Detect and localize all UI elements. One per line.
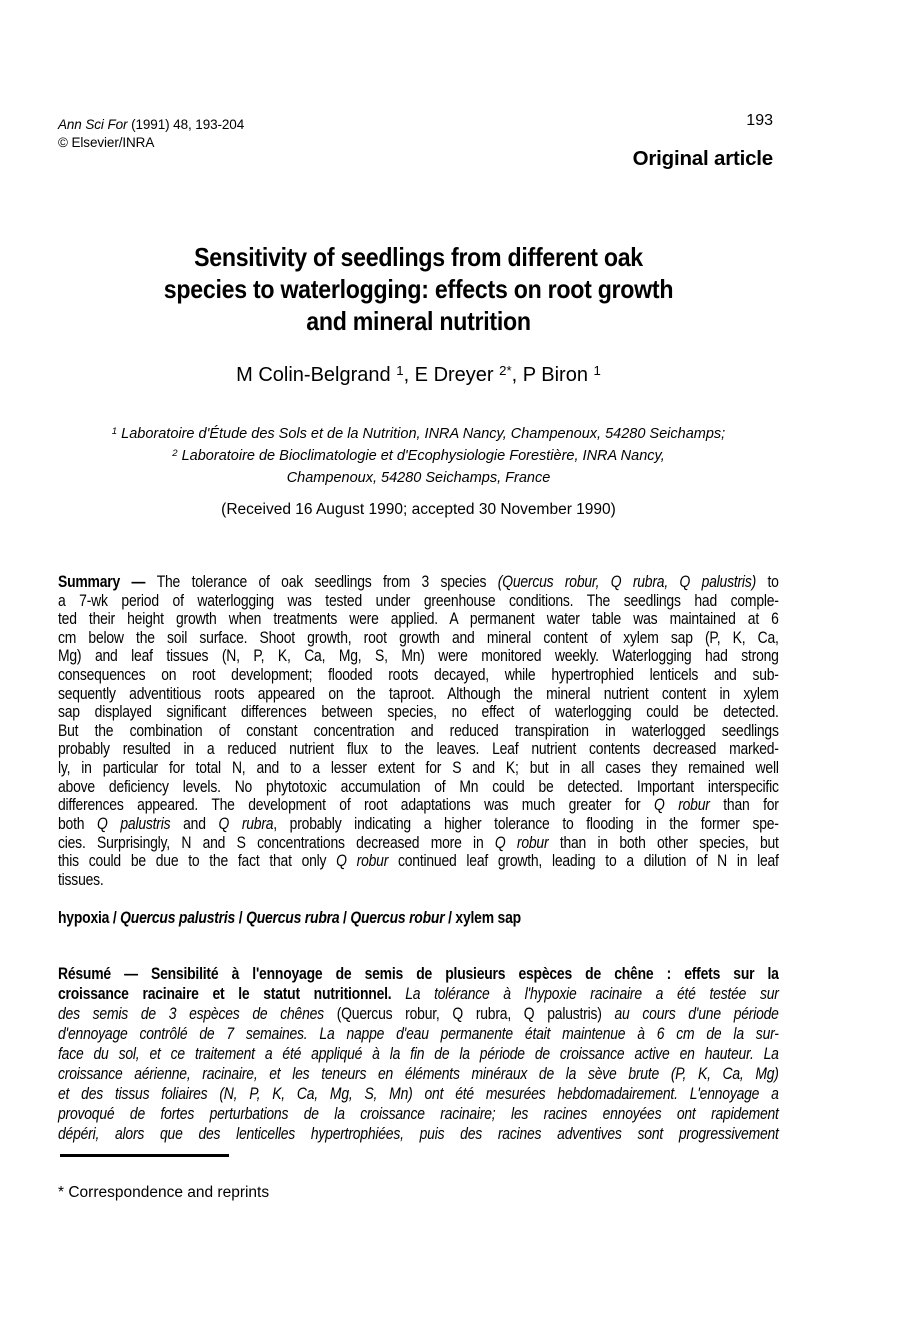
text-segment: to — [756, 572, 779, 591]
text-line — [58, 1024, 779, 1044]
text-segment: Quercus palustris — [120, 908, 236, 927]
text-segment: sequently adventitious roots appeared on the taproot. Although the mineral nutrient content in xylem — [58, 683, 779, 703]
authors-line — [58, 362, 779, 390]
text-line — [98, 273, 740, 305]
text-segment: above deficiency levels. No phytotoxic accumulation of Mn could be detected. Important interspecific — [58, 776, 779, 796]
text-segment: 1 — [111, 425, 118, 437]
text-line — [58, 592, 779, 611]
text-segment: (Quercus robur, Q rubra, Q palustris) — [336, 1004, 615, 1023]
page-number: 193 — [746, 112, 773, 129]
text-segment: and mineral nutrition — [306, 306, 531, 336]
text-line — [58, 1004, 779, 1024]
text-segment: Quercus robur — [350, 908, 445, 927]
text-segment: differences appeared. The development of root adaptations was much greater for — [58, 795, 655, 815]
text-line — [58, 984, 779, 1004]
received-accepted-line: (Received 16 August 1990; accepted 30 November 1990) — [221, 501, 616, 518]
text-line — [58, 740, 779, 759]
text-segment: , P Biron — [511, 364, 594, 386]
text-segment: au cours d'une période — [614, 1004, 779, 1023]
text-segment: M Colin-Belgrand — [236, 364, 397, 386]
text-line — [58, 1104, 779, 1124]
footnote-rule — [60, 1154, 229, 1157]
text-line — [58, 629, 779, 648]
text-segment: / — [339, 908, 351, 927]
journal-citation — [58, 116, 244, 134]
text-segment: / — [235, 908, 247, 927]
text-line — [58, 871, 779, 890]
text-segment: , probably indicating a higher tolerance to flooding in the former spe- — [273, 813, 779, 833]
text-segment: than in both other species, but — [548, 832, 779, 852]
copyright-line: © Elsevier/INRA — [58, 134, 155, 150]
text-segment: continued leaf growth, leading to a dilution of N in leaf — [388, 851, 779, 871]
text-line — [58, 685, 779, 704]
text-line — [58, 1084, 779, 1104]
text-line — [58, 722, 779, 741]
text-segment: this could be due to the fact that only — [58, 851, 337, 871]
text-segment: ly, in particular for total N, and to a lesser extent for S and K; but in all cases they remained well — [58, 758, 779, 778]
keywords-line — [58, 908, 779, 927]
text-segment: Ann Sci For — [58, 117, 128, 132]
text-line — [58, 446, 779, 468]
article-title — [98, 241, 740, 337]
text-segment: tissues. — [58, 869, 104, 889]
text-segment: Laboratoire d'Étude des Sols et de la Nutrition, INRA Nancy, Champenoux, 54280 Seichamps; — [117, 426, 726, 442]
text-segment: (1991) 48, 193-204 — [127, 117, 245, 132]
text-segment: sap displayed significant differences between species, no effect of waterlogging could be detected. — [58, 702, 779, 722]
text-segment: probably resulted in a reduced nutrient flux to the leaves. Leaf nutrient contents decreased marked- — [58, 739, 779, 759]
text-segment: d'ennoyage contrôlé de 7 semaines. La nappe d'eau permanente était maintenue à 6 cm de la sur- — [58, 1024, 779, 1043]
text-segment: Champenoux, 54280 Seichamps, France — [286, 470, 551, 486]
text-line — [98, 305, 740, 337]
text-segment: (Quercus robur, Q rubra, Q palustris) — [497, 572, 757, 591]
text-line — [58, 666, 779, 685]
text-line — [58, 815, 779, 834]
text-segment: But the combination of constant concentration and reduced transpiration in waterlogged seedlings — [58, 720, 779, 740]
text-segment: 1 — [593, 363, 601, 379]
text-line — [58, 1124, 779, 1144]
text-segment: Sensitivity of seedlings from different oak — [194, 242, 643, 272]
text-line — [58, 1064, 779, 1084]
text-line — [58, 778, 779, 797]
text-segment: hypoxia / — [58, 908, 121, 927]
text-segment: Q robur — [654, 795, 710, 815]
text-segment: 2* — [499, 363, 512, 379]
text-line — [58, 852, 779, 871]
text-segment: Laboratoire de Bioclimatologie et d'Ecophysiologie Forestière, INRA Nancy, — [177, 448, 665, 464]
resume-paragraph — [58, 964, 779, 1144]
text-segment: Q robur — [336, 851, 389, 871]
text-segment: Summary — — [58, 572, 157, 591]
text-line — [58, 834, 779, 853]
article-type-label: Original article — [632, 147, 773, 170]
text-segment: The tolerance of oak seedlings from 3 species — [156, 572, 498, 591]
text-line — [98, 241, 740, 273]
text-line — [58, 964, 779, 984]
text-segment: des semis de 3 espèces de chênes — [58, 1004, 337, 1023]
summary-paragraph — [58, 573, 779, 889]
text-segment: cies. Surprisingly, N and S concentrations decreased more in — [58, 832, 495, 852]
text-segment: both — [58, 813, 98, 833]
text-segment: Q palustris — [97, 813, 171, 833]
text-segment: a 7-wk period of waterlogging was tested under greenhouse conditions. The seedlings had comple- — [58, 590, 779, 610]
footnote-correspondence: * Correspondence and reprints — [58, 1184, 270, 1201]
text-segment: 1 — [396, 363, 404, 379]
text-segment: croissance aérienne, racinaire, et les teneurs en éléments minéraux de la sève brute (P, K, Ca, Mg) — [58, 1064, 779, 1083]
text-line — [58, 1044, 779, 1064]
text-segment: ted their height growth when treatments were applied. A permanent water table was maintained at 6 — [58, 609, 779, 629]
text-line — [58, 610, 779, 629]
text-segment: face du sol, et ce traitement a été appliqué à la fin de la période de croissance active en hauteur. La — [58, 1044, 779, 1063]
text-segment: than for — [709, 795, 779, 815]
text-segment: et des tissus foliaires (N, P, K, Ca, Mg, S, Mn) ont été mesurées hebdomadairement. L'ennoyage a — [58, 1084, 779, 1103]
text-segment: and — [170, 813, 219, 833]
text-line — [58, 647, 779, 666]
text-line — [58, 468, 779, 488]
text-line — [58, 703, 779, 722]
text-segment: Mg) and leaf tissues (N, P, K, Ca, Mg, S, Mn) were monitored weekly. Waterlogging had strong — [58, 646, 779, 666]
text-segment: croissance racinaire et le statut nutritionnel. — [58, 984, 406, 1003]
text-segment: consequences on root development; flooded roots decayed, while hypertrophied lenticels and sub- — [58, 665, 779, 685]
text-segment: Quercus rubra — [246, 908, 340, 927]
text-segment: species to waterlogging: effects on root growth — [163, 274, 674, 304]
text-segment: / xylem sap — [444, 908, 521, 927]
text-segment: dépéri, alors que des lenticelles hypertrophiées, puis des racines adventives sont progressivement — [58, 1124, 779, 1143]
text-segment: La tolérance à l'hypoxie racinaire a été testée sur — [405, 984, 779, 1003]
text-segment: , E Dreyer — [403, 364, 500, 386]
text-line — [58, 573, 779, 592]
text-segment: provoqué de fortes perturbations de la croissance racinaire; les racines ennoyées ont rapidement — [58, 1104, 779, 1123]
text-line — [58, 796, 779, 815]
journal-reference — [58, 116, 244, 151]
text-segment: Q robur — [494, 832, 549, 852]
text-segment: Q rubra — [218, 813, 274, 833]
affiliations-block — [58, 424, 779, 488]
text-segment: 2 — [172, 447, 178, 459]
text-line — [58, 759, 779, 778]
text-segment: Résumé — Sensibilité à l'ennoyage de semis de plusieurs espèces de chêne : effets sur la — [58, 964, 779, 983]
text-segment: cm below the soil surface. Shoot growth, root growth and mineral content of xylem sap (P, K, Ca, — [58, 627, 779, 647]
text-line — [58, 424, 779, 446]
